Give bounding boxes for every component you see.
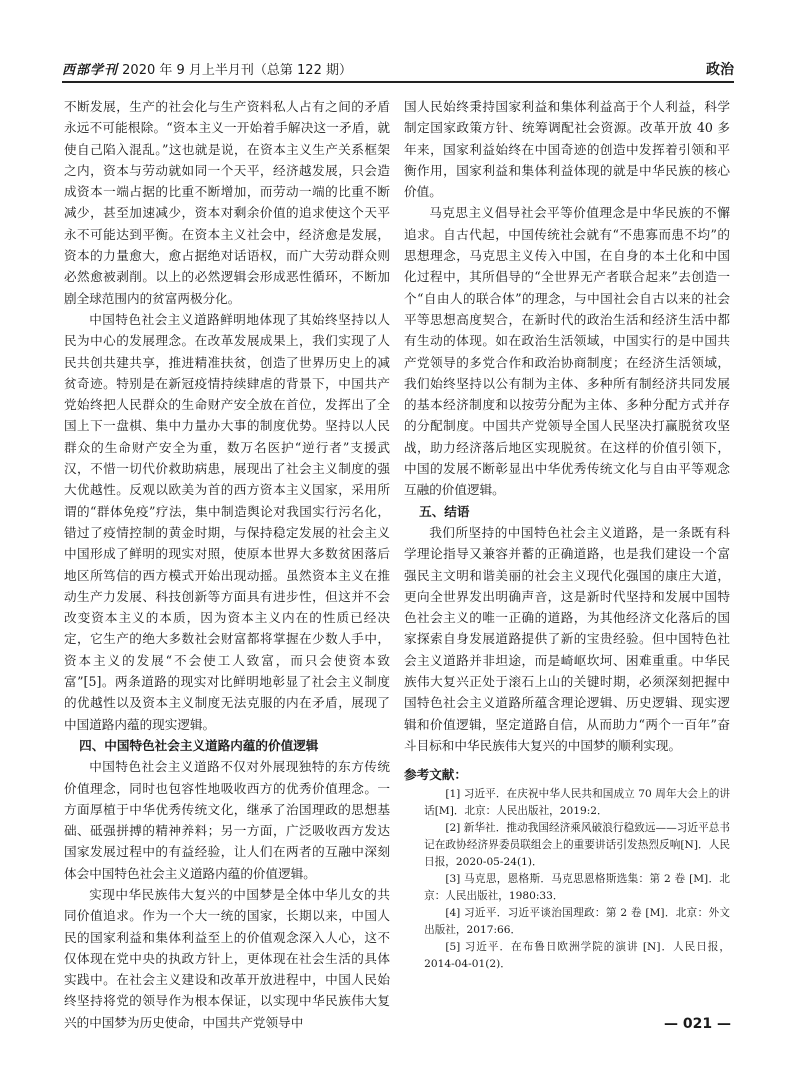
journal-logo: 西部学刊 — [62, 63, 119, 78]
paragraph: 中国特色社会主义道路鲜明地体现了其始终坚持以人民为中心的发展理念。在改革发展成果上，我们实现了人民共创共建共享，推进精准扶贫，创造了世界历史上的减贫奇迹。特别是在新冠疫情持续肆虐的背景下，中国共产党始终把人民群众的生命财产安全放在首位，发挥出了全国上下一盘棋、集中力量办大事的制度优势。坚持以人民群众的生命财产安全为重，数万名医护“逆行者”支援武汉，不惜一切代价救助病患，展现出了社会主义制度的强大优越性。反观以欧美为首的西方资本主义国家，采用所谓的“群体免疫”疗法，集中制造舆论对我国实行污名化，错过了疫情控制的黄金时期，与保持稳定发展的社会主义中国形成了鲜明的现实对照，使原本世界大多数贫困落后地区所笃信的西方模式开始出现动摇。虽然资本主义在推动生产力发展、科技创新等方面具有进步性，但这并不会改变资本主义的本质，因为资本主义内在的性质已经决定，它生产的绝大多数社会财富都将掌握在少数人手中，资本主义的发展“不会使工人致富，而只会使资本致富”[5]。两条道路的现实对比鲜明地彰显了社会主义制度的优越性以及资本主义制度无法克服的内在矛盾，展现了中国道路内蕴的现实逻辑。 — [64, 311, 390, 732]
paragraph: 马克思主义倡导社会平等价值理念是中华民族的不懈追求。自古代起，中国传统社会就有“不患寡而患不均”的思想理念，马克思主义传入中国，在自身的本土化和中国化过程中，其所倡导的“全世界无产者联合起来”去创造一个“自由人的联合体”的理念，与中国社会自古以来的社会平等思想高度契合，在新时代的政治生活和经济生活中都有生动的体现。如在政治生活领域，中国实行的是中国共产党领导的多党合作和政治协商制度；在经济生活领域，我们始终坚持以公有制为主体、多种所有制经济共同发展的基本经济制度和以按劳分配为主体、多种分配方式并存的分配制度。中国共产党领导全国人民坚决打赢脱贫攻坚战，助力经济落后地区实现脱贫。在这样的价值引领下，中国的发展不断彰显出中华优秀传统文化与自由平等观念互融的价值逻辑。 — [404, 205, 730, 498]
header-left — [62, 59, 352, 78]
right-column — [404, 96, 730, 973]
running-header — [62, 55, 734, 83]
issue-info: 2020 年 9 月上半月刊（总第 122 期） — [122, 63, 352, 78]
reference-item: [5] 习近平．在布鲁日欧洲学院的演讲 [N]．人民日报，2014-04-01(2)． — [424, 940, 730, 970]
paragraph: 国人民始终秉持国家利益和集体利益高于个人利益，科学制定国家政策方针、统筹调配社会资源。改革开放 40 多年来，国家利益始终在中国奇迹的创造中发挥着引领和平衡作用，国家利益和集体利益体现的就是中华民族的核心价值。 — [404, 99, 730, 200]
paragraph: 不断发展，生产的社会化与生产资料私人占有之间的矛盾永远不可能根除。“资本主义一开始着手解决这一矛盾，就使自己陷入混乱。”这也就是说，在资本主义生产关系框架之内，资本与劳动就如同一个天平，经济越发展，只会造成资本一端占据的比重不断增加，而劳动一端的比重不断减少，甚至加速减少，资本对剩余价值的追求使这个天平永不可能达到平衡。在资本主义社会中，经济愈是发展，资本的力量愈大，愈占据绝对话语权，而广大劳动群众则必然愈被剥削。以上的必然逻辑会形成恶性循环，不断加剧全球范围内的贫富两极分化。 — [64, 99, 390, 306]
section-heading: 五、结语 — [419, 503, 470, 519]
reference-item: [1] 习近平．在庆祝中华人民共和国成立 70 周年大会上的讲话[M]．北京：人民出版社，2019:2． — [424, 787, 730, 817]
left-column — [64, 96, 390, 1033]
paragraph: 实现中华民族伟大复兴的中国梦是全体中华儿女的共同价值追求。作为一个大一统的国家，长期以来，中国人民的国家利益和集体利益至上的价值观念深入人心，这不仅体现在党中央的执政方针上，更体现在社会生活的具体实践中。在社会主义建设和改革开放进程中，中国人民始终坚持将党的领导作为根本保证，以实现中华民族伟大复兴的中国梦为历史使命，中国共产党领导中 — [64, 886, 390, 1030]
page-number: — 021 — — [664, 1016, 731, 1032]
paragraph: 我们所坚持的中国特色社会主义道路，是一条既有科学理论指导又兼容并蓄的正确道路，也是我们建设一个富强民主文明和谐美丽的社会主义现代化强国的康庄大道，更向全世界发出明确声音，这是新时代坚持和发展中国特色社会主义的唯一正确的道路，为其他经济文化落后的国家探索自身发展道路提供了新的宝贵经验。但中国特色社会主义道路并非坦途，而是崎岖坎坷、困难重重。中华民族伟大复兴正处于滚石上山的关键时期，必须深刻把握中国特色社会主义道路所蕴含理论逻辑、历史逻辑、现实逻辑和价值逻辑，坚定道路自信，从而助力“两个一百年”奋斗目标和中华民族伟大复兴的中国梦的顺利实现。 — [404, 524, 730, 753]
section-heading: 四、中国特色社会主义道路内蕴的价值逻辑 — [79, 737, 319, 753]
section-label: 政治 — [706, 62, 734, 78]
paragraph: 中国特色社会主义道路不仅对外展现独特的东方传统价值理念，同时也包容性地吸收西方的优秀价值理念。一方面厚植于中华优秀传统文化，继承了治国理政的思想基础、砥强拼搏的精神养料；另一方面，广泛吸收西方发达国家发展过程中的有益经验，让人们在两者的互融中深刻体会中国特色社会主义道路内蕴的价值逻辑。 — [64, 759, 390, 881]
reference-item: [3] 马克思，恩格斯．马克思恩格斯选集：第 2 卷 [M]．北京：人民出版社，1980:33． — [424, 872, 730, 902]
references-title: 参考文献： — [404, 767, 467, 783]
reference-item: [2] 新华社．推动我国经济乘风破浪行稳致远——习近平总书记在政协经济界委员联组会上的重要讲话引发热烈反响[N]．人民日报，2020-05-24(1)． — [424, 821, 730, 868]
reference-item: [4] 习近平．习近平谈治国理政：第 2 卷 [M]．北京：外文出版社，2017:66． — [424, 906, 730, 936]
